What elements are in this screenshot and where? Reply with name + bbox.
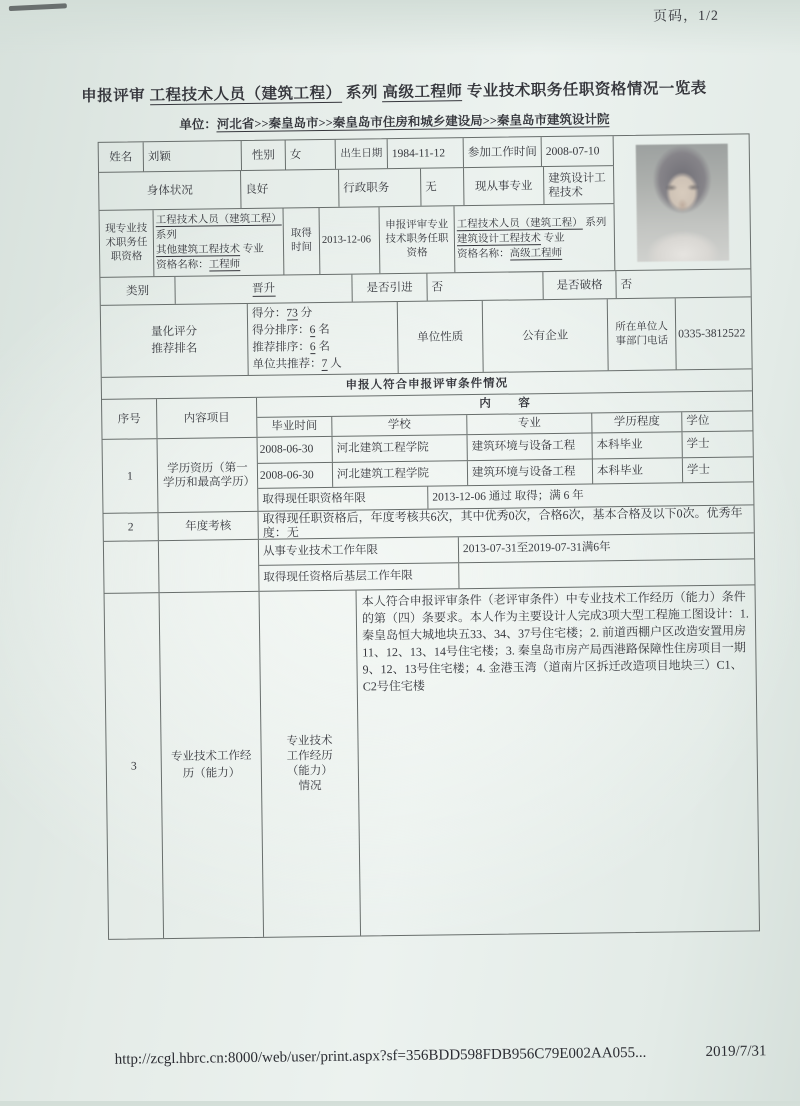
join-work-label: 参加工作时间 (464, 137, 542, 167)
qual-years-value: 2013-12-06 通过 取得；满 6 年 (432, 489, 584, 504)
row2-label: 年度考核 (158, 512, 258, 540)
score-label: 量化评分 推荐排名 (101, 304, 249, 377)
col-header-item: 内容项目 (157, 398, 258, 438)
base-years-value (459, 559, 754, 588)
edu-degree-level: 本科毕业 (593, 458, 683, 484)
profession-value: 建筑设计工程技术 (544, 166, 614, 204)
title-prefix: 申报评审 (81, 87, 150, 106)
page-number: 页码，1/2 (652, 8, 720, 25)
title-series-underlined: 工程技术人员（建筑工程） (149, 84, 342, 105)
work-years-no-cell (104, 541, 160, 593)
edu-header-degree-level: 学历程度 (592, 412, 682, 433)
row1-no: 1 (103, 439, 159, 513)
row1-label: 学历资历（第一学历和最高学历） (158, 438, 259, 512)
health-value: 良好 (241, 170, 339, 208)
hr-phone-label: 所在单位人事部门电话 (608, 298, 677, 370)
scan-artifact-mark (9, 3, 67, 11)
exception-label: 是否破格 (543, 271, 616, 299)
join-work-value: 2008-07-10 (542, 136, 614, 166)
base-years-label: 取得现任资格后基层工作年限 (259, 563, 459, 591)
gender-value: 女 (286, 140, 336, 170)
row-current-title (100, 204, 616, 277)
current-title-content: 工程技术人员（建筑工程） 系列 其他建筑工程技术 专业 资格名称：工程师 (154, 208, 285, 276)
footer-url: http://zcgl.hbrc.cn:8000/web/user/print.aspx?sf=356BDD598FDB956C79E002AA055... (114, 1044, 647, 1068)
edu-grad-date: 2008-06-30 (258, 437, 333, 463)
name-value: 刘颖 (144, 141, 242, 171)
print-footer (7, 1043, 800, 1068)
edu-header-grad-date: 毕业时间 (257, 416, 332, 436)
admin-post-value: 无 (421, 168, 464, 206)
health-label: 身体状况 (99, 171, 241, 210)
col-header-no: 序号 (102, 399, 158, 439)
name-label: 姓名 (99, 142, 144, 172)
birth-label: 出生日期 (336, 139, 388, 169)
row3-content: 本人符合申报评审条件（老评审条件）中专业技术工作经历（能力）条件的第（四）条要求。本人作为主要设计人完成3项大型工程施工图设计：1. 秦皇岛恒大城地块五33、34、37号住宅楼；2. 前道西棚户区改造安置用房11、12、13、14号住宅楼；3. 秦皇岛市房产局西港路保障性住房项目一期9、12、13号住宅楼；4. 金港玉湾（道南片区拆迁改造项目地块三）C1、C2号住宅楼 (361, 589, 749, 694)
row3-label: 专业技术工作经历（能力） (160, 592, 265, 938)
apply-title-label: 申报评审专业技术职务任职资格 (380, 206, 456, 273)
edu-degree: 学士 (686, 463, 711, 477)
footer-date: 2019/7/31 (705, 1043, 767, 1061)
row-education (103, 431, 754, 514)
gender-label: 性别 (242, 140, 286, 170)
title-level-underlined: 高级工程师 (382, 83, 463, 102)
edu-degree-level: 本科毕业 (592, 432, 682, 458)
unit-line (0, 107, 794, 135)
work-years-item-cell (159, 540, 260, 592)
row-work-years-block (104, 533, 755, 594)
title-suffix: 专业技术职务任职资格情况一览表 (462, 79, 707, 101)
unit-label: 单位： (179, 117, 217, 132)
unit-value: 河北省>>秦皇岛市>>秦皇岛市住房和城乡建设局>>秦皇岛市建筑设计院 (216, 112, 610, 132)
exception-value: 否 (620, 278, 633, 291)
import-value: 否 (427, 272, 543, 301)
obtain-time-value: 2013-12-06 (320, 207, 381, 274)
title-mid: 系列 (341, 84, 383, 102)
row-score (101, 297, 752, 378)
edu-major: 建筑环境与设备工程 (468, 459, 593, 485)
unit-type-value: 公有企业 (483, 299, 609, 372)
edu-header-school: 学校 (332, 415, 467, 436)
unit-type-label: 单位性质 (398, 301, 484, 373)
row-work-experience (105, 585, 759, 938)
apply-title-content: 工程技术人员（建筑工程） 系列 建筑设计工程技术 专业 资格名称：高级工程师 (455, 204, 616, 272)
category-value: 晋升 (175, 275, 352, 304)
edu-grad-date: 2008-06-30 (258, 463, 333, 489)
section-title: 申报人符合申报评审条件情况 (345, 377, 509, 392)
work-years-value: 2013-07-31至2019-07-31满6年 (462, 541, 611, 556)
row3-sub-label: 专业技术 工作经历 （能力） 情况 (260, 591, 362, 937)
row3-no: 3 (105, 593, 165, 939)
profession-label: 现从事专业 (464, 167, 544, 205)
obtain-time-label: 取得时间 (284, 208, 321, 274)
row2-content: 取得现任职资格后，年度考核共6次，其中优秀0次，合格6次，基本合格及以下0次。优秀年度：无 (262, 505, 743, 539)
hr-phone-value: 0335-3812522 (678, 326, 746, 340)
edu-major: 建筑环境与设备工程 (468, 433, 593, 459)
qual-years-label: 取得现任职资格年限 (258, 487, 428, 511)
form-title (0, 75, 794, 107)
category-label: 类别 (100, 277, 175, 305)
birth-value: 1984-11-12 (388, 138, 464, 168)
admin-post-label: 行政职务 (339, 169, 421, 207)
edu-school: 河北建筑工程学院 (333, 435, 468, 461)
edu-header-major: 专业 (467, 413, 592, 434)
applicant-photo (635, 143, 729, 261)
basic-info-block (99, 134, 751, 277)
work-years-label: 从事专业技术工作年限 (259, 537, 459, 564)
edu-degree: 学士 (686, 438, 710, 451)
current-title-label: 现专业技术职务任职资格 (100, 210, 155, 277)
photo-cell (614, 134, 751, 270)
col-header-content: 内容 (479, 397, 558, 411)
score-values: 得分：73 分 得分排序：6 名 推荐排序：6 名 单位共推荐：7 人 (248, 302, 399, 375)
form-table (98, 133, 760, 939)
row2-no: 2 (104, 513, 159, 541)
edu-school: 河北建筑工程学院 (333, 461, 468, 487)
import-label: 是否引进 (352, 274, 427, 302)
edu-header-degree: 学位 (686, 415, 710, 428)
